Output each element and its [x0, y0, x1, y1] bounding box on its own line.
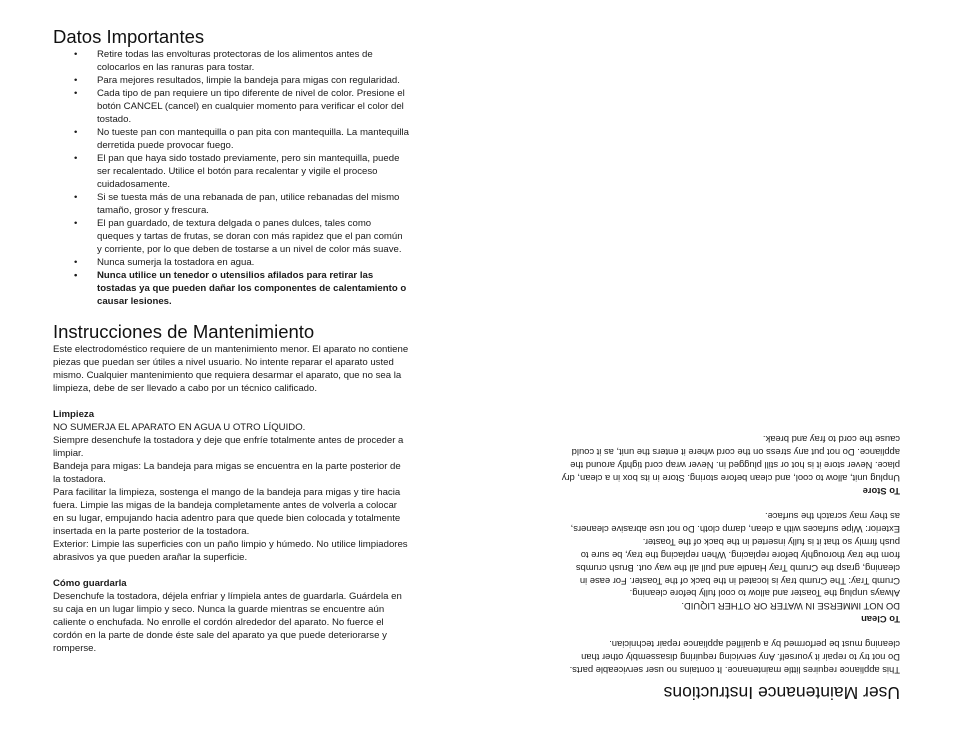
english-maintenance-upside-down — [560, 320, 900, 704]
bullet-dot: • — [74, 192, 78, 203]
to-clean-line: Exterior: Wipe surfaces with a clean, damp cloth. Do not use abrasive cleaners, as they may scratch the surface. — [570, 511, 900, 535]
to-clean-line: DO NOT IMMERSE IN WATER OR OTHER LIQUID. — [681, 601, 900, 613]
to-store-text: Unplug unit, allow to cool, and clean before storing. Store in its box in a clean, dry place. Never store it is hot or still plugged in. Never wrap cord tightly around the appliance. Do not put any stress on the cord where it enters the unit, as it could cause the cord to fray and break. — [561, 434, 900, 485]
to-clean-line: Crumb Tray: The Crumb tray is located in the back of the Toaster. For ease in cleaning, grasp the Crumb Tray Handle and pull all the way out. Brush crumbs from the tray thoroughly before replacing. When replacing the tray, be sure to push firmly so that it is fully inserted in the back of the Toaster. — [575, 536, 900, 587]
limpieza-line: NO SUMERJA EL APARATO EN AGUA U OTRO LÍQUIDO. — [53, 422, 306, 433]
bullet-dot: • — [74, 153, 78, 164]
mantenimiento-intro: Este electrodoméstico requiere de un mantenimiento menor. El aparato no contiene piezas que puedan ser útiles a nivel usuario. No intente reparar el aparato usted mismo. Cualquier mantenimiento que requiera desarmar el aparato, que no sea la limpieza, debe de ser llevado a cabo por un técnico calificado. — [53, 344, 409, 394]
limpieza-line: Bandeja para migas: La bandeja para migas se encuentra en la parte posterior de la tostadora. — [53, 461, 401, 485]
left-column — [53, 26, 409, 655]
bullet-dot: • — [74, 257, 78, 268]
bullet-dot: • — [74, 75, 78, 86]
datos-importantes-heading: Datos Importantes — [53, 26, 205, 47]
bullet-dot: • — [74, 270, 78, 281]
bullet-dot: • — [74, 88, 78, 99]
limpieza-heading: Limpieza — [53, 409, 95, 420]
bullet-dot: • — [74, 49, 78, 60]
como-guardarla-text: Desenchufe la tostadora, déjela enfriar y límpiela antes de guardarla. Guárdela en su caja en un lugar limpio y seco. Nunca la guarde mientras se encuentre aún caliente o enchufada. No enrolle el cordón alrededor del aparato. No fuerce el cordón en la parte de donde éste sale del aparato ya que puede deteriorarse y romperse. — [53, 591, 402, 654]
english-intro: This appliance requires little maintenance. It contains no user serviceable parts. Do not try to repair it yourself. Any servicing requiring disassembly other than cleaning must be performed by a qualified appliance repair technician. — [569, 639, 900, 676]
bullet-dot: • — [74, 218, 78, 229]
to-store-heading: To Store — [862, 486, 900, 498]
bullet-item: • Cada tipo de pan requiere un tipo diferente de nivel de color. Presione el botón CANCEL (cancel) en cualquier momento para verificar el color del tostado. — [74, 88, 405, 125]
to-clean-line: Always unplug the Toaster and allow to cool fully before cleaning. — [629, 588, 900, 600]
english-heading: User Maintenance Instructions — [663, 683, 900, 703]
to-clean-heading: To Clean — [861, 614, 900, 626]
limpieza-line: Para facilitar la limpieza, sostenga el mango de la bandeja para migas y tire hacia fuera. Limpie las migas de la bandeja completamente antes de volverla a colocar en su lugar, empujando hacia adentro para que quede bien colocada y totalmente insertada en la parte posterior de la tostadora. — [53, 487, 401, 537]
bullet-item: • El pan guardado, de textura delgada o panes dulces, tales como queques y tartas de frutas, se doran con más rapidez que el pan común y corriente, por lo que deben de tostarse a un nivel de color más suave. — [74, 218, 403, 255]
bullet-item: • Para mejores resultados, limpie la bandeja para migas con regularidad. — [74, 75, 400, 86]
datos-bullet-list — [53, 48, 409, 308]
limpieza-line: Siempre desenchufe la tostadora y deje que enfríe totalmente antes de proceder a limpiar. — [53, 435, 404, 459]
mantenimiento-section — [53, 321, 409, 655]
mantenimiento-heading: Instrucciones de Mantenimiento — [53, 321, 315, 342]
bullet-item: • No tueste pan con mantequilla o pan pita con mantequilla. La mantequilla derretida puede provocar fuego. — [74, 127, 410, 151]
bullet-dot: • — [74, 127, 78, 138]
bullet-item: • Si se tuesta más de una rebanada de pan, utilice rebanadas del mismo tamaño, grosor y frescura. — [74, 192, 400, 216]
bullet-item-warning: • Nunca utilice un tenedor o utensilios afilados para retirar las tostadas ya que pueden dañar los componentes de calentamiento o causar lesiones. — [74, 270, 407, 307]
bullet-item: • Nunca sumerja la tostadora en agua. — [74, 257, 255, 268]
limpieza-line: Exterior: Limpie las superficies con un paño limpio y húmedo. No utilice limpiadores abrasivos ya que pueden arañar la superficie. — [53, 539, 408, 563]
como-guardarla-heading: Cómo guardarla — [53, 578, 127, 589]
bullet-item: • Retire todas las envolturas protectoras de los alimentos antes de colocarlos en las ranuras para tostar. — [74, 49, 373, 73]
bullet-item: • El pan que haya sido tostado previamente, pero sin mantequilla, puede ser recalentado. Utilice el botón para recalentar y vigile el proceso cuidadosamente. — [74, 153, 400, 190]
